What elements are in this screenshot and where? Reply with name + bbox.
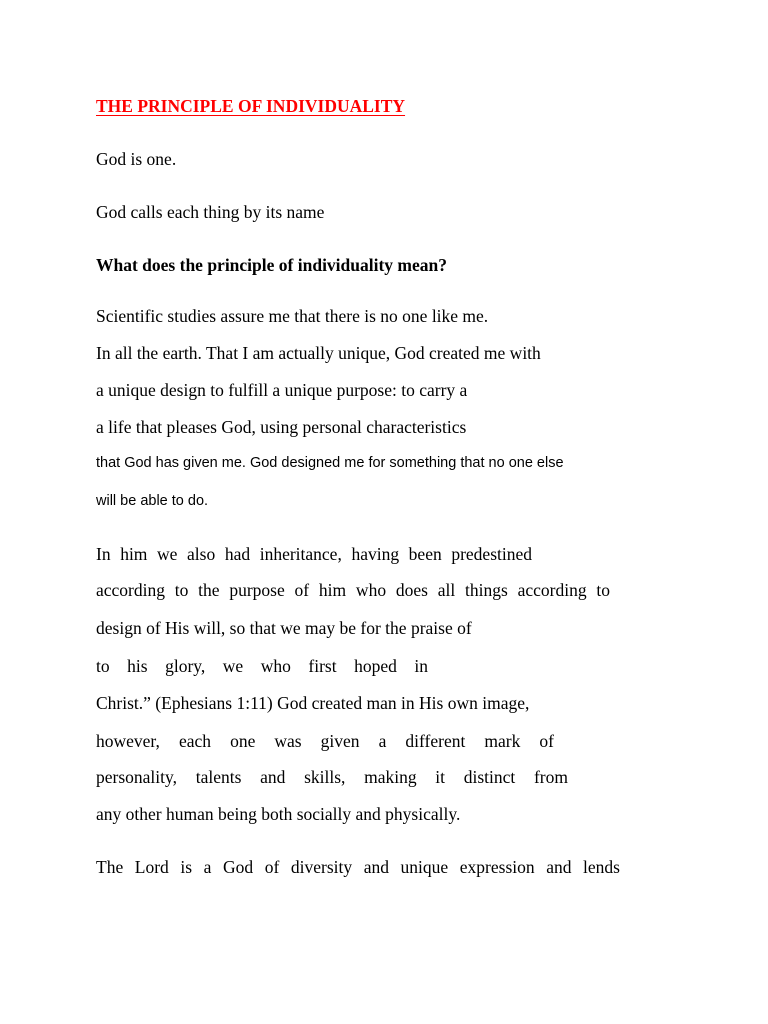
- paragraph-2-line-5: Christ.” (Ephesians 1:11) God created man in His own image,: [96, 693, 530, 713]
- paragraph-2-line-6: however, each one was given a different mark of: [96, 731, 554, 751]
- document-title: THE PRINCIPLE OF INDIVIDUALITY: [96, 96, 406, 116]
- paragraph-1-line-2: In all the earth. That I am actually unique, God created me with: [96, 343, 541, 363]
- paragraph-2-line-3: design of His will, so that we may be for the praise of: [96, 618, 472, 638]
- line-god-is-one: God is one.: [96, 149, 177, 169]
- paragraph-1-line-5: that God has given me. God designed me for something that no one else: [96, 455, 564, 471]
- paragraph-2-line-8: any other human being both socially and physically.: [96, 804, 461, 824]
- paragraph-2-line-4: to his glory, we who first hoped in: [96, 656, 428, 676]
- paragraph-1-line-1: Scientific studies assure me that there is no one like me.: [96, 306, 489, 326]
- paragraph-2-line-7: personality, talents and skills, making it distinct from: [96, 767, 568, 787]
- paragraph-2-line-2: according to the purpose of him who does all things according to: [96, 580, 610, 600]
- section-question: What does the principle of individuality mean?: [96, 255, 448, 275]
- paragraph-1-line-6: will be able to do.: [96, 493, 209, 509]
- paragraph-1-line-4: a life that pleases God, using personal characteristics: [96, 417, 467, 437]
- paragraph-2-line-1: In him we also had inheritance, having been predestined: [96, 544, 532, 564]
- line-god-calls: God calls each thing by its name: [96, 202, 325, 222]
- paragraph-1-line-3: a unique design to fulfill a unique purpose: to carry a: [96, 380, 468, 400]
- paragraph-3-line-1: The Lord is a God of diversity and unique expression and lends: [96, 857, 620, 877]
